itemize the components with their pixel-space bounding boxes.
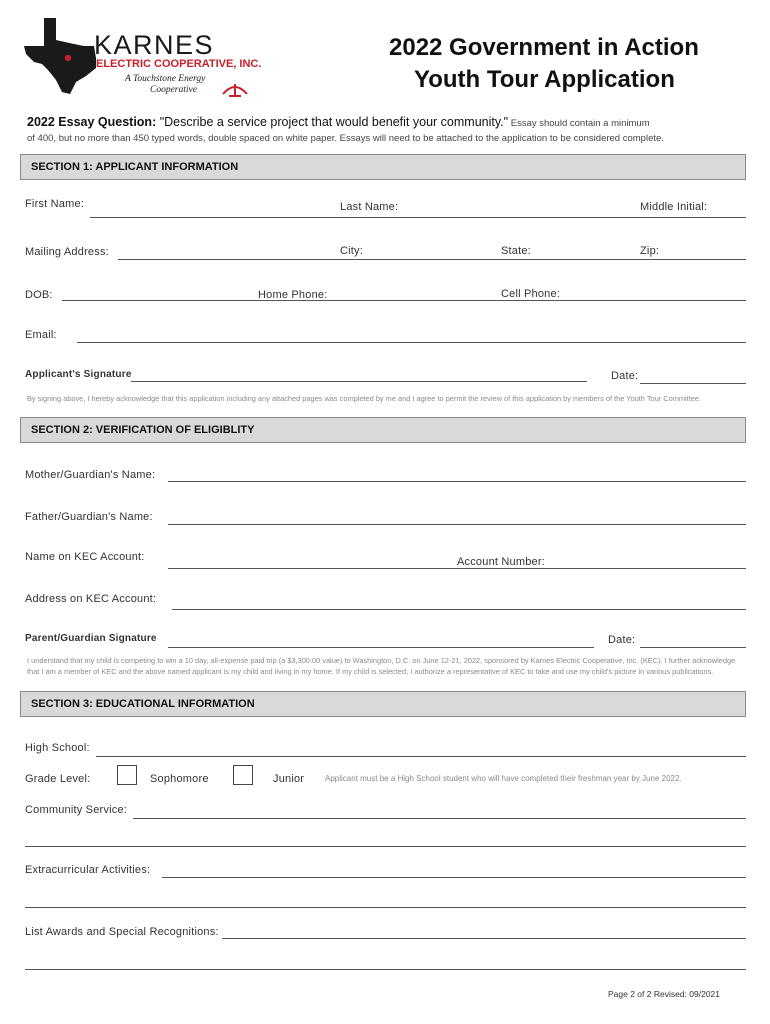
- parent-date-label: Date:: [608, 634, 636, 646]
- logo-tagline-1: A Touchstone Energy: [125, 74, 206, 84]
- page-title-line-2: Youth Tour Application: [414, 66, 675, 93]
- junior-label: Junior: [273, 773, 305, 785]
- kec-account-address-label: Address on KEC Account:: [25, 593, 157, 605]
- applicant-signature-line[interactable]: [131, 381, 587, 382]
- section-2-title: SECTION 2: VERIFICATION OF ELIGIBLITY: [31, 424, 255, 436]
- father-guardian-line[interactable]: [168, 524, 746, 525]
- essay-requirement: Essay should contain a minimum: [508, 118, 650, 129]
- first-name-label: First Name:: [25, 198, 85, 210]
- parent-date-line[interactable]: [640, 647, 746, 648]
- extracurricular-line-2[interactable]: [25, 907, 746, 908]
- logo-name: KARNES: [94, 30, 215, 60]
- mailing-address-label: Mailing Address:: [25, 246, 109, 258]
- awards-label: List Awards and Special Recognitions:: [25, 926, 219, 938]
- logo-tagline-2: Cooperative: [150, 85, 197, 95]
- mother-guardian-line[interactable]: [168, 481, 746, 482]
- parent-signature-line[interactable]: [168, 647, 594, 648]
- extracurricular-line-1[interactable]: [162, 877, 746, 878]
- section-1-header: [20, 154, 746, 180]
- page-title-line-1: 2022 Government in Action: [389, 34, 699, 61]
- state-label: State:: [501, 245, 531, 257]
- applicant-acknowledgement: By signing above, I hereby acknowledge that this application including any attached pages was completed by me and I agree to permit the review of this application by members of the Youth Tour Committee.: [27, 394, 702, 403]
- email-label: Email:: [25, 329, 57, 341]
- kec-account-line[interactable]: [168, 568, 746, 569]
- kec-account-address-line[interactable]: [172, 609, 746, 610]
- parent-signature-label: Parent/Guardian Signature: [25, 633, 157, 644]
- applicant-date-label: Date:: [611, 370, 639, 382]
- dob-phone-field-line[interactable]: [62, 300, 746, 301]
- touchstone-energy-icon: [219, 78, 251, 100]
- essay-question: [27, 113, 650, 131]
- middle-initial-label: Middle Initial:: [640, 201, 708, 213]
- mailing-address-field-line[interactable]: [118, 259, 746, 260]
- page-footer: Page 2 of 2 Revised: 09/2021: [608, 989, 720, 999]
- mother-guardian-label: Mother/Guardian's Name:: [25, 469, 156, 481]
- kec-account-name-label: Name on KEC Account:: [25, 551, 145, 563]
- high-school-line[interactable]: [96, 756, 746, 757]
- essay-instructions: of 400, but no more than 450 typed words, double spaced on white paper. Essays will need to be attached to the application to be considered complete.: [27, 133, 664, 144]
- sophomore-label: Sophomore: [150, 773, 209, 785]
- texas-map-icon: [22, 14, 102, 98]
- awards-line-1[interactable]: [222, 938, 746, 939]
- email-field-line[interactable]: [77, 342, 746, 343]
- sophomore-checkbox[interactable]: [117, 765, 137, 785]
- junior-checkbox[interactable]: [233, 765, 253, 785]
- cell-phone-label: Cell Phone:: [501, 288, 561, 300]
- awards-line-2[interactable]: [25, 969, 746, 970]
- grade-level-label: Grade Level:: [25, 773, 91, 785]
- grade-requirement-note: Applicant must be a High School student who will have completed their freshman year by June 2022.: [325, 774, 682, 783]
- parent-acknowledgement: I understand that my child is competing to win a 10 day, all-expense paid trip (a $3,300.00 value) to Washington, D.C. on June 12-21, 2022, sponsored by Karnes Electric Cooperative, Inc. (KEC). I further acknowledge that I am a member of KEC and the above named applicant is my child and living in my home. If my child is selected, I authorize a representative of KEC to take and use my child's picture in various publications.: [27, 656, 736, 676]
- applicant-signature-label: Applicant's Signature: [25, 369, 132, 380]
- zip-label: Zip:: [640, 245, 660, 257]
- extracurricular-label: Extracurricular Activities:: [25, 864, 151, 876]
- company-logo: [22, 14, 262, 104]
- community-service-line-2[interactable]: [25, 846, 746, 847]
- applicant-date-line[interactable]: [640, 383, 746, 384]
- dob-label: DOB:: [25, 289, 53, 301]
- last-name-label: Last Name:: [340, 201, 399, 213]
- community-service-line-1[interactable]: [133, 818, 746, 819]
- high-school-label: High School:: [25, 742, 90, 754]
- logo-subtitle: ELECTRIC COOPERATIVE, INC.: [96, 58, 262, 70]
- city-label: City:: [340, 245, 363, 257]
- section-1-title: SECTION 1: APPLICANT INFORMATION: [31, 161, 239, 173]
- father-guardian-label: Father/Guardian's Name:: [25, 511, 153, 523]
- home-phone-label: Home Phone:: [258, 289, 328, 301]
- section-3-header: [20, 691, 746, 717]
- community-service-label: Community Service:: [25, 804, 128, 816]
- name-field-line[interactable]: [90, 217, 746, 218]
- section-3-title: SECTION 3: EDUCATIONAL INFORMATION: [31, 698, 255, 710]
- account-number-label: Account Number:: [457, 556, 545, 568]
- section-2-header: [20, 417, 746, 443]
- essay-prefix: 2022 Essay Question:: [27, 115, 160, 129]
- essay-question-text: "Describe a service project that would benefit your community.": [159, 115, 509, 129]
